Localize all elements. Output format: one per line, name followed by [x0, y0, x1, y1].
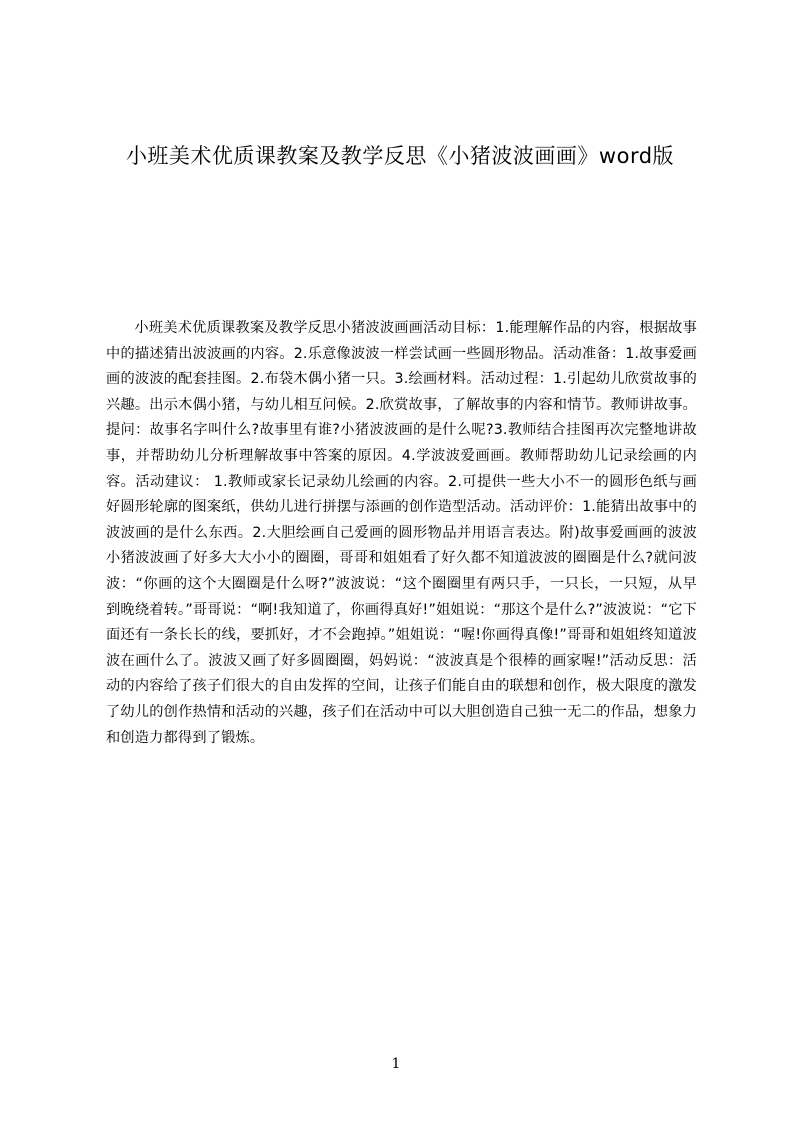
document-title: 小班美术优质课教案及教学反思《小猪波波画画》word版 — [125, 144, 675, 168]
page-number: 1 — [391, 1056, 401, 1072]
document-body-paragraph: 小班美术优质课教案及教学反思小猪波波画画活动目标：1.能理解作品的内容，根据故事中的描述猜出波波画的内容。2.乐意像波波一样尝试画一些圆形物品。活动准备：1.故事爱画画的波波的配套挂图。2.布袋木偶小猪一只。3.绘画材料。活动过程：1.引起幼儿欣赏故事的兴趣。出示木偶小猪，与幼儿相互问候。2.欣赏故事，了解故事的内容和情节。教师讲故事。提问：故事名字叫什么?故事里有谁?小猪波波画的是什么呢?3.教师结合挂图再次完整地讲故事，并帮助幼儿分析理解故事中答案的原因。4.学波波爱画画。教师帮助幼儿记录绘画的内容。活动建议： 1.教师或家长记录幼儿绘画的内容。2.可提供一些大小不一的圆形色纸与画好圆形轮廓的图案纸，供幼儿进行拼摆与添画的创作造型活动。活动评价：1.能猜出故事中的波波画的是什么东西。2.大胆绘画自己爱画的圆形物品并用语言表达。附)故事爱画画的波波小猪波波画了好多大大小小的圈圈，哥哥和姐姐看了好久都不知道波波的圈圈是什么?就问波波：“你画的这个大圈圈是什么呀?”波波说：“这个圈圈里有两只手，一只长，一只短，从早到晚绕着转。”哥哥说：“啊!我知道了，你画得真好!”姐姐说：“那这个是什么?”波波说：“它下面还有一条长长的线，要抓好，才不会跑掉。”姐姐说：“喔!你画得真像!”哥哥和姐姐终知道波波在画什么了。波波又画了好多圆圈圈，妈妈说：“波波真是个很棒的画家喔!”活动反思：活动的内容给了孩子们很大的自由发挥的空间，让孩子们能自由的联想和创作，极大限度的激发了幼儿的创作热情和活动的兴趣，孩子们在活动中可以大胆创造自己独一无二的作品，想象力和创造力都得到了锻炼。 — [106, 320, 697, 746]
